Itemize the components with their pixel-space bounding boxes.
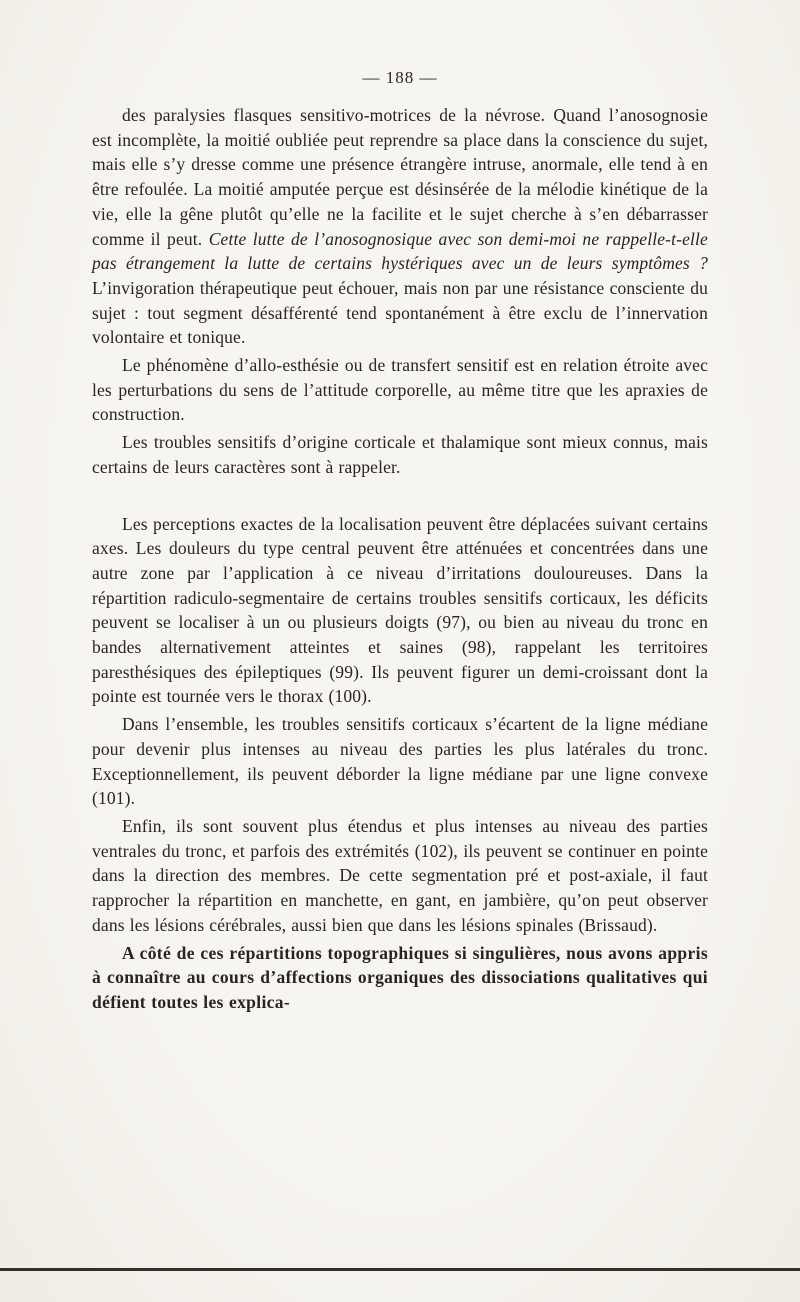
- text-block: [92, 103, 708, 1015]
- paragraph-3: Les troubles sensitifs d’origine corticale et thalamique sont mieux connus, mais certains de leurs caractères sont à rappeler.: [92, 432, 708, 477]
- paragraph-2: Le phénomène d’allo-esthésie ou de transfert sensitif est en relation étroite avec les perturbations du sens de l’attitude corporelle, au même titre que les apraxies de construction.: [92, 355, 708, 425]
- paragraph-5: Dans l’ensemble, les troubles sensitifs corticaux s’écartent de la ligne médiane pour devenir plus intenses au niveau des parties les plus latérales du tronc. Exceptionnellement, ils peuvent déborder la ligne médiane par une ligne convexe (101).: [92, 714, 708, 809]
- page-number: — 188 —: [362, 68, 438, 87]
- bottom-rule: [0, 1268, 800, 1271]
- paragraph-1-pre: des paralysies flasques sensitivo-motrices de la névrose. Quand l’anosognosie est incomplète, la moitié oubliée peut reprendre sa place dans la conscience du sujet, mais elle s’y dresse comme une présence étrangère intruse, anormale, elle tend à en être refoulée. La moitié amputée perçue est désinsérée de la mélodie kinétique de la vie, elle la gêne plutôt qu’elle ne la facilite et le sujet cherche à s’en débarrasser comme il peut.: [92, 105, 708, 249]
- paragraph-6: Enfin, ils sont souvent plus étendus et plus intenses au niveau des parties ventrales du tronc, et parfois des extrémités (102), ils peuvent se continuer en pointe dans la direction des membres. De cette segmentation pré et post-axiale, il faut rapprocher la répartition en manchette, en gant, en jambière, qu’on peut observer dans les lésions cérébrales, aussi bien que dans les lésions spinales (Brissaud).: [92, 815, 708, 935]
- paragraph-7: A côté de ces répartitions topographiques si singulières, nous avons appris à connaître au cours d’affections organiques des dissociations qualitatives qui défient toutes les explica-: [92, 942, 708, 1012]
- paragraph-1-post: L’invigoration thérapeutique peut échouer, mais non par une résistance consciente du sujet : tout segment désafférenté tend spontanément à être exclu de l’innervation volontaire et tonique.: [92, 277, 708, 348]
- paragraph-1-italic: Cette lutte de l’anosognosique avec son demi-moi ne rappelle-t-elle pas étrangement la lutte de certains hystériques avec un de leurs symptômes ?: [92, 228, 708, 274]
- paragraph-4: Les perceptions exactes de la localisation peuvent être déplacées suivant certains axes. Les douleurs du type central peuvent être atténuées et concentrées dans une autre zone par l’application à ce niveau d’irritations douloureuses. Dans la répartition radiculo-segmentaire de certains troubles sensitifs corticaux, les déficits peuvent se localiser à un ou plusieurs doigts (97), ou bien au niveau du tronc en bandes alternativement atteintes et saines (98), rappelant les territoires paresthésiques des épileptiques (99). Ils peuvent figurer un demi-croissant dont la pointe est tournée vers le thorax (100).: [92, 513, 708, 707]
- paragraph-1: [92, 103, 708, 350]
